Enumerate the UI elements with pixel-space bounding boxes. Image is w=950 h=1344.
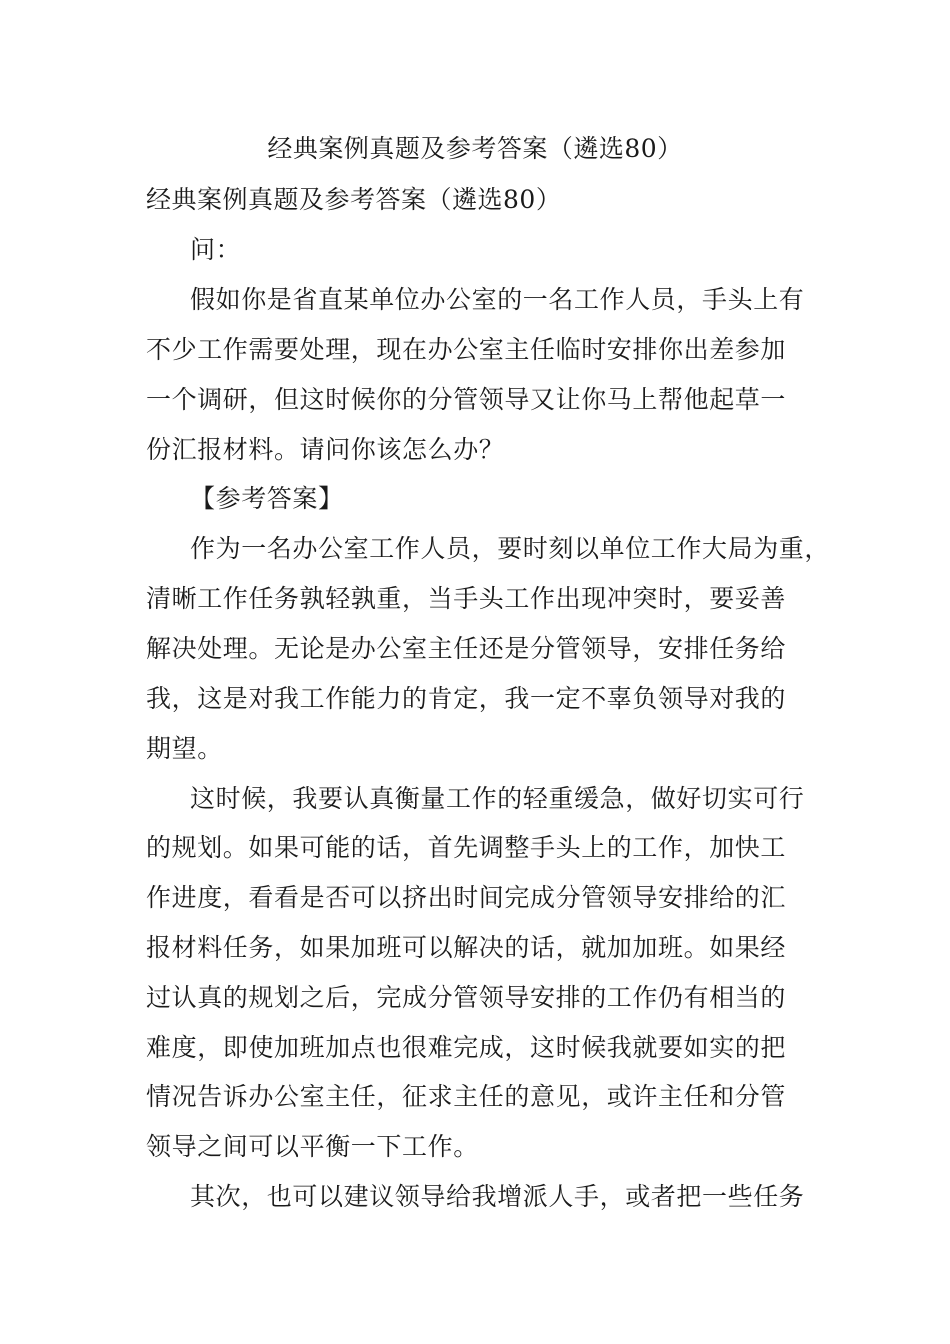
text-line: 份汇报材料。请问你该怎么办？ xyxy=(146,435,505,464)
text-line: 难度，即使加班加点也很难完成，这时候我就要如实的把 xyxy=(146,1033,787,1062)
text-line: 过认真的规划之后，完成分管领导安排的工作仍有相当的 xyxy=(146,983,787,1012)
text-line: 我，这是对我工作能力的肯定，我一定不辜负领导对我的 xyxy=(146,684,787,713)
text-line: 假如你是省直某单位办公室的一名工作人员，手头上有 xyxy=(190,285,805,314)
text-line: 报材料任务，如果加班可以解决的话，就加加班。如果经 xyxy=(146,933,787,962)
text-line: 不少工作需要处理，现在办公室主任临时安排你出差参加 xyxy=(146,335,787,364)
document-title: 经典案例真题及参考答案（遴选80） xyxy=(267,134,683,163)
text-line: 这时候，我要认真衡量工作的轻重缓急，做好切实可行 xyxy=(190,784,805,813)
document-subtitle: 经典案例真题及参考答案（遴选80） xyxy=(146,185,562,214)
text-line: 期望。 xyxy=(146,734,223,763)
text-line: 领导之间可以平衡一下工作。 xyxy=(146,1132,479,1161)
text-line: 其次，也可以建议领导给我增派人手，或者把一些任务 xyxy=(190,1182,805,1211)
text-line: 一个调研，但这时候你的分管领导又让你马上帮他起草一 xyxy=(146,385,787,414)
text-line: 的规划。如果可能的话，首先调整手头上的工作，加快工 xyxy=(146,833,787,862)
text-line: 解决处理。无论是办公室主任还是分管领导，安排任务给 xyxy=(146,634,787,663)
text-line: 作为一名办公室工作人员，要时刻以单位工作大局为重， xyxy=(190,534,831,563)
text-line: 作进度，看看是否可以挤出时间完成分管领导安排给的汇 xyxy=(146,883,787,912)
answer-label: 【参考答案】 xyxy=(190,484,344,513)
text-line: 情况告诉办公室主任，征求主任的意见，或许主任和分管 xyxy=(146,1082,787,1111)
text-line: 清晰工作任务孰轻孰重，当手头工作出现冲突时，要妥善 xyxy=(146,584,787,613)
question-label: 问： xyxy=(190,235,242,264)
